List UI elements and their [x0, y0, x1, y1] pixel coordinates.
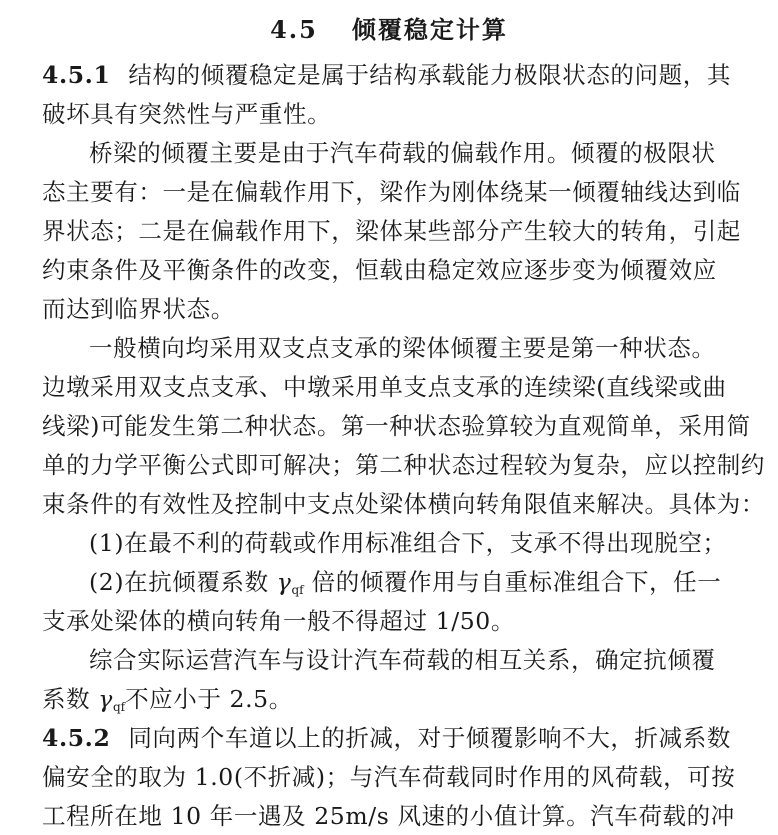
- section-number: 4.5: [270, 15, 318, 44]
- clause-451-line-1: [0, 58, 778, 92]
- para1-line-3: 界状态；二是在偏载作用下，梁体某些部分产生较大的转角，引起: [42, 217, 741, 245]
- para3-suffix: 不应小于 2.5。: [125, 685, 293, 713]
- para2-line-5: 束条件的有效性及控制中支点处梁体横向转角限值来解决。具体为：: [42, 490, 765, 518]
- item-2-line-1: [0, 565, 778, 607]
- item-1: (1)在最不利的荷载或作用标准组合下，支承不得出现脱空；: [89, 529, 727, 557]
- clause-451-line-2: 破坏具有突然性与严重性。: [42, 100, 332, 128]
- clause-451-number: 4.5.1: [42, 61, 111, 89]
- section-title: [0, 10, 778, 45]
- para2-line-2: 边墩采用双支点支承、中墩采用单支点支承的连续梁(直线梁或曲: [42, 373, 727, 401]
- section-heading: 倾覆稳定计算: [351, 15, 508, 44]
- para2-line-1: 一般横向均采用双支点支承的梁体倾覆主要是第一种状态。: [89, 334, 716, 362]
- clause-452-line-3: 工程所在地 10 年一遇及 25m/s 风速的小值计算。汽车荷载的冲: [42, 802, 735, 830]
- clause-452-line-2: 偏安全的取为 1.0(不折减)；与汽车荷载同时作用的风荷载，可按: [42, 763, 736, 791]
- clause-451-text-1: 结构的倾覆稳定是属于结构承载能力极限状态的问题，其: [128, 61, 731, 89]
- clause-452-text-1: 同向两个车道以上的折减，对于倾覆影响不大，折减系数: [128, 724, 731, 752]
- para1-line-1: 桥梁的倾覆主要是由于汽车荷载的偏载作用。倾覆的极限状: [89, 139, 716, 167]
- para2-line-3: 线梁)可能发生第二种状态。第一种状态验算较为直观简单，采用简: [42, 412, 751, 440]
- para1-line-4: 约束条件及平衡条件的改变，恒载由稳定效应逐步变为倾覆效应: [42, 256, 717, 284]
- gamma-subscript: qf: [291, 583, 304, 597]
- para1-line-5: 而达到临界状态。: [42, 295, 235, 323]
- para2-line-4: 单的力学平衡公式即可解决；第二种状态过程较为复杂，应以控制约: [42, 451, 765, 479]
- gamma-symbol: γ: [276, 568, 292, 596]
- gamma-subscript-2: qf: [112, 700, 126, 714]
- para3-prefix: 系数: [42, 685, 91, 713]
- para3-line-2: [0, 682, 778, 724]
- para1-line-2: 态主要有：一是在偏载作用下，梁作为刚体绕某一倾覆轴线达到临: [42, 178, 741, 206]
- item-2-prefix: (2)在抗倾覆系数: [89, 568, 269, 596]
- item-2-line-2: 支承处梁体的横向转角一般不得超过 1/50。: [42, 607, 515, 635]
- item-2-suffix: 倍的倾覆作用与自重标准组合下，任一: [311, 568, 722, 596]
- para3-line-1: 综合实际运营汽车与设计汽车荷载的相互关系，确定抗倾覆: [89, 646, 716, 674]
- clause-452-number: 4.5.2: [42, 724, 111, 752]
- gamma-symbol-2: γ: [98, 685, 113, 713]
- clause-452-line-1: [0, 721, 778, 755]
